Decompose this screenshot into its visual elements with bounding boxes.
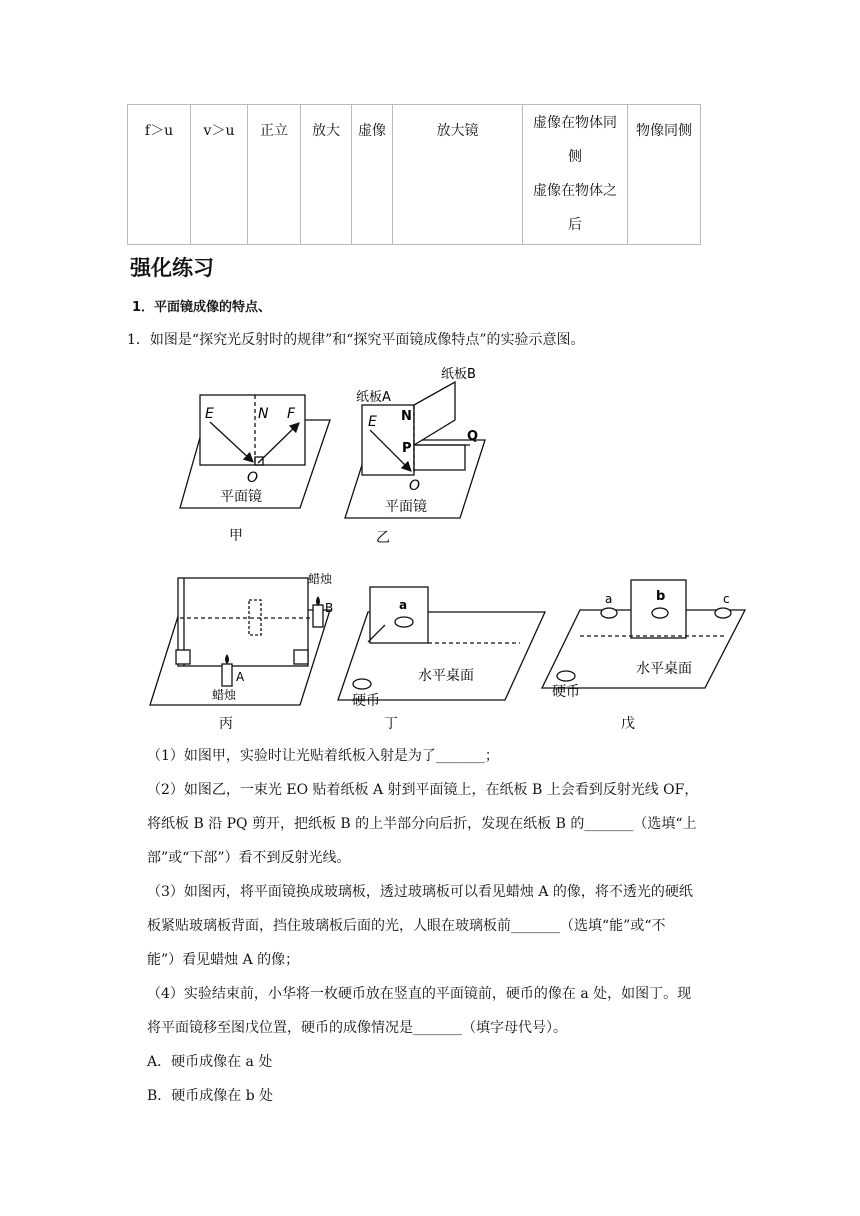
position-c xyxy=(715,608,731,618)
table-cell-size: 放大 xyxy=(301,105,352,245)
label-candle-bottom: 蜡烛 xyxy=(212,688,237,702)
label-B: B xyxy=(325,601,334,615)
label-table: 水平桌面 xyxy=(418,668,474,684)
label-N: N xyxy=(258,406,269,422)
question-part-1: （1）如图甲，实验时让光贴着纸板入射是为了_______； xyxy=(147,748,499,764)
caption-bing: 丙 xyxy=(219,716,233,732)
table-cell-image-type: 虚像 xyxy=(352,105,393,245)
board-b-lower xyxy=(414,445,465,470)
cell-line: 侧 xyxy=(568,149,582,165)
option-b: B．硬币成像在 b 处 xyxy=(147,1088,274,1104)
label-b: b xyxy=(656,589,666,604)
question-part-3-line-3: 能”）看见蜡烛 A 的像； xyxy=(147,952,300,968)
question-part-4-line-1: （4）实验结束前，小华将一枚硬币放在竖直的平面镜前，硬币的像在 a 处，如图丁。现 xyxy=(147,986,692,1002)
question-part-2-line-3: 部”或“下部”）看不到反射光线。 xyxy=(147,850,351,866)
label-coin: 硬币 xyxy=(552,684,580,700)
label-P: P xyxy=(402,441,412,456)
caption-jia: 甲 xyxy=(229,528,243,544)
label-F: F xyxy=(287,406,296,422)
cell-line: 后 xyxy=(568,217,582,233)
coin-image xyxy=(395,617,413,627)
table-cell-application: 放大镜 xyxy=(393,105,523,245)
label-board-a: 纸板A xyxy=(356,390,391,405)
caption-yi: 乙 xyxy=(376,530,390,546)
position-b xyxy=(652,608,668,618)
label-table: 水平桌面 xyxy=(636,661,692,677)
table-cell-image-position xyxy=(523,105,628,245)
label-N: N xyxy=(401,409,412,424)
question-part-3-line-1: （3）如图丙，将平面镜换成玻璃板，透过玻璃板可以看见蜡烛 A 的像，将不透光的硬纸 xyxy=(147,884,693,900)
caption-wu: 戊 xyxy=(621,716,635,732)
figure-bing xyxy=(150,578,330,705)
label-O: O xyxy=(409,478,421,494)
label-mirror: 平面镜 xyxy=(385,499,427,515)
plane-mirror xyxy=(370,587,428,643)
label-Q: Q xyxy=(467,429,479,444)
table-cell-image-distance: v＞u xyxy=(191,105,248,245)
label-c: c xyxy=(723,592,730,606)
cell-line: 虚像在物体之 xyxy=(533,183,617,199)
support-left xyxy=(176,650,190,664)
subheading: 1．平面镜成像的特点、 xyxy=(132,300,272,315)
label-E: E xyxy=(368,414,377,430)
coin xyxy=(557,671,575,681)
option-a: A．硬币成像在 a 处 xyxy=(147,1054,273,1070)
label-a: a xyxy=(605,592,613,606)
support-right xyxy=(294,650,308,664)
candle-a xyxy=(222,664,232,686)
table-cell-condition: f＞u xyxy=(128,105,191,245)
label-E: E xyxy=(205,406,214,422)
position-a xyxy=(601,608,617,618)
question-part-4-line-2: 将平面镜移至图戊位置，硬币的成像情况是_______（填字母代号）。 xyxy=(147,1020,567,1036)
candle-b xyxy=(313,605,323,627)
summary-table xyxy=(127,104,701,245)
question-part-3-line-2: 板紧贴玻璃板背面，挡住玻璃板后面的光，人眼在玻璃板前_______（选填“能”或“不 xyxy=(147,918,666,934)
label-candle-top: 蜡烛 xyxy=(308,572,333,586)
label-O: O xyxy=(247,470,259,486)
label-a: a xyxy=(399,598,408,612)
table-cell-orientation: 正立 xyxy=(248,105,301,245)
label-A: A xyxy=(236,670,245,684)
question-part-2-line-2: 将纸板 B 沿 PQ 剪开，把纸板 B 的上半部分向后折，发现在纸板 B 的_______（选填“上 xyxy=(147,816,697,832)
question-part-2-line-1: （2）如图乙，一束光 EO 贴着纸板 A 射到平面镜上，在纸板 B 上会看到反射光线 OF， xyxy=(147,782,699,798)
experiment-figures xyxy=(0,360,860,740)
table-cell-side: 物像同侧 xyxy=(628,105,701,245)
label-coin: 硬币 xyxy=(352,693,380,709)
caption-ding: 丁 xyxy=(384,716,398,732)
label-mirror: 平面镜 xyxy=(220,489,262,505)
cell-line: 虚像在物体同 xyxy=(533,115,617,131)
question-intro: 1．如图是“探究光反射时的规律”和“探究平面镜成像特点”的实验示意图。 xyxy=(127,332,585,348)
glass-plate xyxy=(178,578,308,666)
board-b-upper-folded xyxy=(414,382,455,445)
coin xyxy=(353,679,371,689)
table-row xyxy=(128,105,701,245)
label-board-b: 纸板B xyxy=(441,367,476,382)
section-heading: 强化练习 xyxy=(130,256,214,280)
